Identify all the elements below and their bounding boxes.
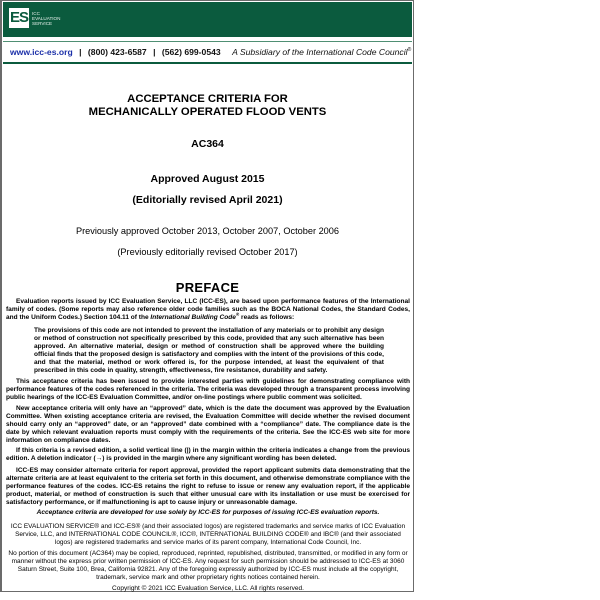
code-quotation: The provisions of this code are not intended to prevent the installation of any materials or to prohibit any design or method of construction not specifically prescribed by this code, provided that any such alternative has been approved. An alternative material, design or method of construction shall be approved where the building official finds that the proposed design is satisfactory and complies with the intent of the provisions of this code, and that the material, method or work offered is, for the purpose intended, at least the equivalent of that prescribed in this code in quality, strength, effectiveness, fire resistance, durability and safety. (34, 327, 384, 375)
phone-2: (562) 699-0543 (161, 47, 221, 57)
document-code: AC364 (191, 138, 224, 150)
previous-revisions: (Previously editorially revised October 2017) (117, 247, 298, 257)
trademark-notice: ICC EVALUATION SERVICE® and ICC-ES® (and their associated logos) are registered trademarks and service marks of ICC Evaluation Service, LLC, and INTERNATIONAL CODE COUNCIL®, ICC®, INTERNATIONAL BUILDING CODE® and IBC® (and their associated logos) are registered trademarks and service marks of its parent company, International Code Council, Inc. (10, 523, 406, 547)
previous-approvals: Previously approved October 2013, October 2007, October 2006 (75, 226, 340, 236)
p1-text-end: reads as follows: (239, 314, 295, 322)
logo-text (32, 11, 60, 26)
approval-date: Approved August 2015 (150, 173, 265, 185)
icc-es-logo (9, 8, 60, 28)
revision-date: (Editorially revised April 2021) (132, 194, 283, 206)
header-divider-top (3, 41, 412, 42)
registered-mark: ® (407, 47, 412, 54)
tagline-text: A Subsidiary of the International Code Council (232, 47, 408, 57)
preface-heading: PREFACE (175, 280, 240, 295)
preface-usage-note: Acceptance criteria are developed for use solely by ICC-ES for purposes of issuing ICC-ES evaluation reports. (36, 509, 380, 516)
document-title (2, 93, 413, 118)
p1-text: Evaluation reports issued by ICC Evaluation Service, LLC (ICC-ES), are based upon performance features of the International family of codes. (Some reports may also reference older code families such as the BOCA National Codes, the Standard Codes, and the Uniform Codes.) Section 104.11 of the (6, 298, 410, 322)
title-line-1: ACCEPTANCE CRITERIA FOR (127, 93, 288, 105)
separator: | (153, 47, 156, 57)
permission-notice: No portion of this document (AC364) may be copied, reproduced, reprinted, republished, distributed, transmitted, or modified in any form or manner without the express prior written permission of ICC-ES. Any request for such permission should be addressed to ICC-ES at 3060 Saturn Street, Suite 100, Brea, California 92821. Any of the foregoing expressly authorized by ICC-ES must include all the copyright, trademark, service mark and other proprietary rights notices contained herein. (8, 550, 408, 582)
preface-paragraph-1 (6, 298, 410, 322)
logo-line-2: EVALUATION (32, 15, 61, 21)
logo-mark: ES (9, 9, 28, 26)
website-link[interactable]: www.icc-es.org (10, 47, 73, 57)
subsidiary-tagline (232, 47, 411, 57)
preface-paragraph-4: If this criteria is a revised edition, a solid vertical line (|) in the margin within the criteria indicates a change from the previous edition. A deletion indicator (→) is provided in the margin where any significant wording has been deleted. (6, 447, 410, 463)
header-divider-bottom (3, 62, 412, 64)
phone-1: (800) 423-6587 (87, 47, 147, 57)
logo-line-3: SERVICE (32, 20, 53, 26)
copyright-notice: Copyright © 2021 ICC Evaluation Service, LLC. All rights reserved. (112, 585, 304, 592)
registered-mark: ® (235, 312, 240, 318)
separator: | (79, 47, 82, 57)
preface-paragraph-5: ICC-ES may consider alternate criteria for report approval, provided the report applicant submits data demonstrating that the alternate criteria are at least equivalent to the criteria set forth in this document, and otherwise demonstrate compliance with the performance features of the codes. ICC-ES retains the right to refuse to issue or renew any evaluation report, if the applicable product, material, or method of construction is such that either unusual care with its installation or use must be exercised for satisfactory performance, or if malfunctioning is apt to cause injury or unreasonable damage. (6, 467, 410, 507)
contact-bar (10, 47, 411, 57)
logo-line-1: ICC (32, 10, 40, 16)
header-banner (3, 2, 412, 37)
preface-paragraph-2: This acceptance criteria has been issued to provide interested parties with guidelines for demonstrating compliance with performance features of the codes referenced in the criteria. The criteria was developed through a transparent process involving public hearings of the ICC-ES Evaluation Committee, and/or on-line postings where public comment was solicited. (6, 378, 410, 402)
title-line-2: MECHANICALLY OPERATED FLOOD VENTS (88, 105, 327, 118)
ibc-title: International Building Code (150, 314, 236, 322)
preface-paragraph-3: New acceptance criteria will only have an “approved” date, which is the date the document was approved by the Evaluation Committee. When existing acceptance criteria are revised, the Evaluation Committee will decide whether the revised document should carry only an “approved” date, or an “approved” date combined with a “compliance” date. The compliance date is the date by which relevant evaluation reports must comply with the requirements of the criteria. See the ICC-ES web site for more information on compliance dates. (6, 405, 410, 445)
